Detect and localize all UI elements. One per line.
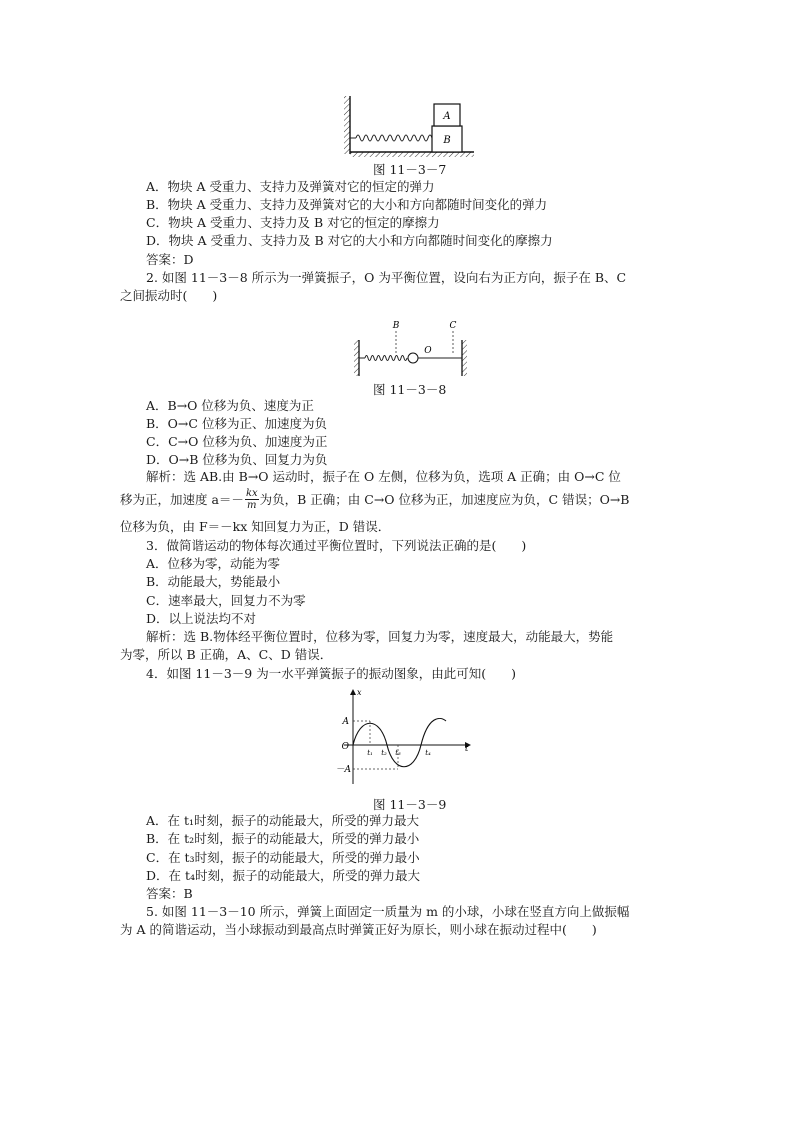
answer: 答案：B xyxy=(146,886,193,901)
option-b: B．物块 A 受重力、支持力及弹簧对它的大小和方向都随时间变化的弹力 xyxy=(146,197,548,212)
left-wall-hatch xyxy=(354,340,359,376)
figure-11-3-7 xyxy=(340,96,478,158)
origin-label: O xyxy=(341,742,349,752)
figure-caption: 图 11－3－7 xyxy=(373,162,447,177)
block-a-label: A xyxy=(443,111,451,122)
figure-caption: 图 11－3－9 xyxy=(373,797,447,812)
question-2-stem: 2. 如图 11－3－8 所示为一弹簧振子，O 为平衡位置，设向右为正方向，振子在 B、C xyxy=(146,270,627,285)
question-5-stem-cont: 为 A 的简谐运动，当小球振动到最高点时弹簧正好为原长，则小球在振动过程中( ) xyxy=(120,922,597,937)
option-b: B．O→C 位移为正、加速度为负 xyxy=(146,416,327,431)
figure-11-3-8 xyxy=(352,318,472,378)
option-a: A．位移为零，动能为零 xyxy=(146,556,281,571)
analysis-text: 为负，B 正确；由 C→O 位移为正，加速度应为负，C 错误；O→B xyxy=(259,492,630,507)
fraction-denominator: m xyxy=(247,500,257,511)
option-d: D．在 t₄时刻，振子的动能最大，所受的弹力最大 xyxy=(146,868,421,883)
figure-caption: 图 11－3－8 xyxy=(373,382,447,397)
right-wall-hatch xyxy=(462,340,467,376)
fraction xyxy=(245,488,259,511)
label-b: B xyxy=(392,321,400,331)
answer: 答案：D xyxy=(146,252,194,267)
left-wall-hatch xyxy=(344,96,350,154)
t3-label: t₃ xyxy=(395,749,401,757)
ball xyxy=(408,353,418,363)
option-b: B．在 t₂时刻，振子的动能最大，所受的弹力最小 xyxy=(146,831,420,846)
option-a: A．物块 A 受重力、支持力及弹簧对它的恒定的弹力 xyxy=(146,179,435,194)
amplitude-label: A xyxy=(342,717,349,727)
analysis-line: 为零，所以 B 正确，A、C、D 错误． xyxy=(120,647,333,662)
spring xyxy=(350,135,436,141)
sine-curve xyxy=(353,718,446,766)
option-c: C．速率最大，回复力不为零 xyxy=(146,593,306,608)
analysis-line: 解析：选 AB.由 B→O 运动时，振子在 O 左侧，位移为负，选项 A 正确；由 O→C 位 xyxy=(146,469,621,484)
figure-11-3-9 xyxy=(336,686,476,788)
option-d: D．O→B 位移为负、回复力为负 xyxy=(146,452,328,467)
fraction-numerator: kx xyxy=(245,488,258,499)
option-a: A．B→O 位移为负、速度为正 xyxy=(146,398,314,413)
option-b: B．动能最大，势能最小 xyxy=(146,574,281,589)
floor-hatch xyxy=(350,152,474,157)
question-3-stem: 3．做简谐运动的物体每次通过平衡位置时，下列说法正确的是( ) xyxy=(146,538,527,553)
block-b-label: B xyxy=(443,135,451,146)
analysis-line: 位移为负，由 F＝－kx 知回复力为正，D 错误． xyxy=(120,519,391,534)
option-c: C．C→O 位移为负、加速度为正 xyxy=(146,434,328,449)
option-d: D．以上说法均不对 xyxy=(146,611,257,626)
analysis-line-with-fraction xyxy=(120,488,629,511)
label-c: C xyxy=(449,321,457,331)
question-4-stem: 4．如图 11－3－9 为一水平弹簧振子的振动图象，由此可知( ) xyxy=(146,666,516,681)
t4-label: t₄ xyxy=(425,749,431,757)
option-c: C．物块 A 受重力、支持力及 B 对它的恒定的摩擦力 xyxy=(146,215,440,230)
option-d: D．物块 A 受重力、支持力及 B 对它的大小和方向都随时间变化的摩擦力 xyxy=(146,233,553,248)
analysis-text: 移为正，加速度 a＝－ xyxy=(120,492,244,507)
label-o: O xyxy=(424,346,432,356)
axis-t-label: t xyxy=(465,744,469,753)
question-5-stem: 5. 如图 11－3－10 所示，弹簧上面固定一质量为 m 的小球，小球在竖直方向上做振幅 xyxy=(146,904,630,919)
analysis-line: 解析：选 B.物体经平衡位置时，位移为零，回复力为零，速度最大，动能最大，势能 xyxy=(146,629,614,644)
question-2-stem-cont: 之间振动时( ) xyxy=(120,288,218,303)
t2-label: t₂ xyxy=(381,749,387,757)
option-a: A．在 t₁时刻，振子的动能最大，所受的弹力最大 xyxy=(146,813,420,828)
t1-label: t₁ xyxy=(367,749,373,757)
option-c: C．在 t₃时刻，振子的动能最大，所受的弹力最小 xyxy=(146,850,420,865)
negative-amplitude-label: －A xyxy=(336,765,351,775)
spring xyxy=(359,356,407,361)
axis-x-label: x xyxy=(357,688,362,697)
